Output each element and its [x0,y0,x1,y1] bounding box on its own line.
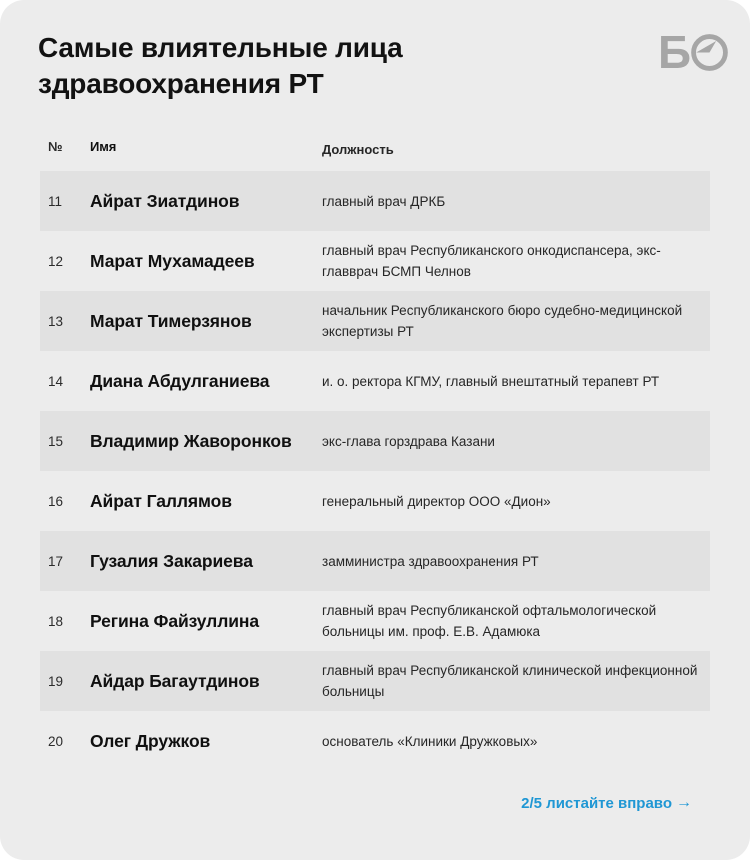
row-number: 14 [48,373,64,389]
page-title [38,30,402,102]
table-row [40,591,710,651]
logo-letter: Б [657,26,690,78]
row-number: 17 [48,553,64,569]
row-position: основатель «Клиники Дружковых» [322,733,538,749]
row-name: Айрат Зиатдинов [90,190,240,211]
page-title-line1: Самые влиятельные лица [38,32,403,63]
row-position: главный врач ДРКБ [322,193,446,209]
row-number: 18 [48,613,64,629]
row-number: 20 [48,733,64,749]
table-row [40,231,710,291]
row-position: начальник Республиканского бюро судебно-медицинской экспертизы РТ [322,303,683,339]
row-name: Регина Файзуллина [90,610,259,631]
row-position: главный врач Республиканского онкодиспансера, экс-главврач БСМП Челнов [322,243,661,279]
row-number: 16 [48,493,64,509]
row-position: генеральный директор ООО «Дион» [322,493,551,509]
table-row [40,291,710,351]
table-row [40,531,710,591]
table-row [40,711,710,771]
table-row [40,351,710,411]
table-row [40,171,710,231]
table-row [40,471,710,531]
col-header-position: Должность [322,142,394,157]
row-number: 13 [48,313,64,329]
table-row [40,411,710,471]
logo [657,26,728,78]
row-number: 19 [48,673,64,689]
row-number: 11 [48,193,63,209]
row-name: Гузалия Закариева [90,550,253,571]
row-position: замминистра здравоохранения РТ [322,553,539,569]
row-name: Диана Абдулганиева [90,370,270,391]
row-position: и. о. ректора КГМУ, главный внештатный терапевт РТ [322,373,660,389]
row-number: 15 [48,433,64,449]
page-title-line2: здравоохранения РТ [38,68,324,99]
pagination-next-hint[interactable] [521,794,692,812]
table-header [40,134,710,171]
pagination-label: 2/5 листайте вправо [521,794,672,812]
row-position: главный врач Республиканской клинической инфекционной больницы [322,663,698,699]
row-position: экс-глава горздрава Казани [322,433,495,449]
row-position: главный врач Республиканской офтальмологической больницы им. проф. Е.В. Адамюка [322,603,657,639]
row-name: Марат Тимерзянов [90,310,252,331]
clock-icon [691,34,728,71]
row-name: Айрат Галлямов [90,490,232,511]
row-number: 12 [48,253,64,269]
ranking-table [40,134,710,771]
row-name: Олег Дружков [90,730,211,751]
row-name: Айдар Багаутдинов [90,670,260,691]
col-header-name: Имя [90,139,117,154]
table-row [40,651,710,711]
arrow-right-icon: → [676,794,692,811]
row-name: Владимир Жаворонков [90,430,292,451]
row-name: Марат Мухамадеев [90,250,255,271]
col-header-number: № [48,139,63,154]
